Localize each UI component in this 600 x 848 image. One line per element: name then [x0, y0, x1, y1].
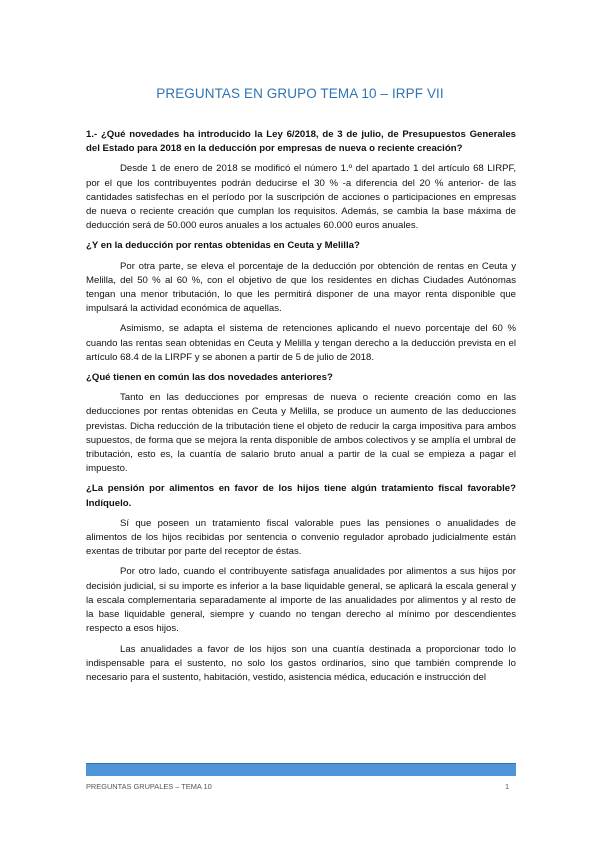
paragraph: Por otro lado, cuando el contribuyente satisfaga anualidades por alimentos a sus hijos por decisión judicial, si su importe es inferior a la base liquidable general, se aplicará la escala general y la escala complementaria separadamente al importe de las anualidades por alimentos y al resto de la base liquidable general, siempre y cuando no tengan derecho al mínimo por descendientes respecto a esos hijos.: [86, 566, 516, 635]
paragraph: Tanto en las deducciones por empresas de nueva o reciente creación como en las deducciones por rentas obtenidas en Ceuta y Melilla, se produce un aumento de las deducciones previstas. Dicha reducción de la tributación tiene el objeto de reducir la carga impositiva para ambos supuestos, de forma que se mejora la renta disponible de ambos colectivos y se amplía el umbral de tributación, esto es, la cuantía de salario bruto anual a partir de la cual se empieza a pagar el impuesto.: [86, 392, 516, 475]
paragraph: Las anualidades a favor de los hijos son una cuantía destinada a proporcionar todo lo indispensable para el sustento, no solo los gastos ordinarios, sino que también comprende lo necesario para el sustento, habitación, vestido, asistencia médica, educación e instrucción del: [86, 643, 516, 683]
paragraph: Desde 1 de enero de 2018 se modificó el número 1.º del apartado 1 del artículo 68 LIRPF, por el que los contribuyentes podrán deducirse el 30 % -a diferencia del 20 % anterior- de las cantidades satisfechas en el período por la suscripción de acciones o participaciones en empresas de nueva o reciente creación que cumplan los requisitos. Además, se cambia la base máxima de deducción será de 50.000 euros anuales a los actuales 60.000 euros anuales.: [86, 163, 516, 232]
paragraph: Sí que poseen un tratamiento fiscal valorable pues las pensiones o anualidades de alimentos de los hijos recibidas por sentencia o convenio regulador aprobado judicialmente están exentas de tributar por parte del receptor de éstas.: [86, 517, 516, 558]
page-title: PREGUNTAS EN GRUPO TEMA 10 – IRPF VII: [156, 86, 444, 101]
paragraph: Por otra parte, se eleva el porcentaje de la deducción por obtención de rentas en Ceuta y Melilla, del 50 % al 60 %, con el objetivo de que los residentes en dichas Ciudades Autónomas tengan una menor tributación, lo que les permitirá disponer de una mayor renta disponible que impulsará la actividad económica de aquellas.: [86, 260, 516, 315]
paragraph: Asimismo, se adapta el sistema de retenciones aplicando el nuevo porcentaje del 60 % cuando las rentas sean obtenidas en Ceuta y Melilla y tengan derecho a la deducción prevista en el artículo 68.4 de la LIRPF y se abonen a partir de 5 de julio de 2018.: [86, 323, 516, 363]
footer-bar: [86, 763, 516, 776]
question-1: 1.- ¿Qué novedades ha introducido la Ley 6/2018, de 3 de julio, de Presupuestos Generales del Estado para 2018 en la deducción por empresas de nueva o reciente creación?: [86, 129, 516, 155]
page-number: 1: [505, 782, 510, 791]
question-4: ¿La pensión por alimentos en favor de los hijos tiene algún tratamiento fiscal favorable? Indíquelo.: [86, 483, 516, 509]
question-3: ¿Qué tienen en común las dos novedades anteriores?: [86, 372, 333, 384]
document-body: [86, 128, 516, 691]
footer-label: PREGUNTAS GRUPALES – TEMA 10: [86, 782, 212, 791]
question-2: ¿Y en la deducción por rentas obtenidas en Ceuta y Melilla?: [86, 240, 360, 252]
